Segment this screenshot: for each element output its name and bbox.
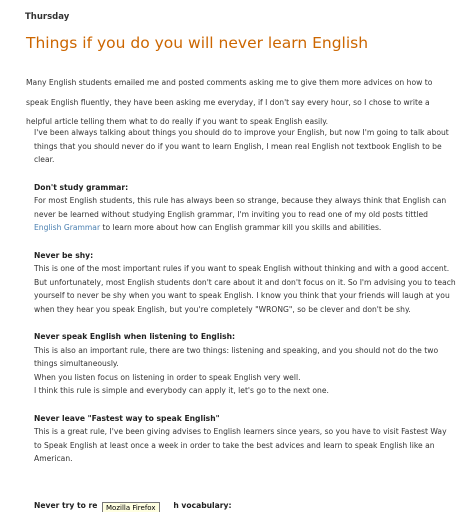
section-text: This is one of the most important rules if you want to speak English without thinking and with a good accent. But unfortunately, most English students don't care about it and don't focus on it. So I'm advising you to teach yourself to never be shy when you want to speak English. I know you think that your friends will laugh at you when they hear you speak English, but you're completely "WRONG", so be clever and don't be shy.: [34, 264, 456, 314]
section-heading: Never be shy:: [34, 250, 94, 260]
post-body: [34, 126, 456, 466]
section-text: [34, 194, 456, 235]
english-grammar-link[interactable]: English Grammar: [34, 223, 101, 232]
lead-paragraph: I've been always talking about things you should do to improve your English, but now I'm going to talk about things that you should never do if you want to learn English, I mean real English not textbook English to be clear.: [34, 128, 449, 164]
section-never-be-shy: [34, 249, 456, 317]
section-never-leave-fastest-way: [34, 412, 456, 466]
section-text-start: For most English students, this rule has always been so strange, because they always think that English can never be learned without studying English grammar, I'm inviting you to read one of my old posts tittled: [34, 196, 447, 219]
post-intro: Many English students emailed me and posted comments asking me to give them more advices on how to speak English fluently, they have been asking me everyday, if I don't say every hour, so I chose to write a helpful article telling them what to do really if you want to speak English easily.: [26, 78, 433, 126]
section-line: When you listen focus on listening in order to speak English very well.: [34, 372, 301, 382]
section-line: I think this rule is simple and everybody can apply it, let's go to the next one.: [34, 386, 329, 395]
section-dont-study-grammar: [34, 181, 456, 235]
heading-start: Never try to re: [34, 501, 98, 510]
section-never-speak-when-listening: [34, 330, 456, 398]
section-text: This is a great rule, I've been giving advises to English learners since years, so you have to visit Fastest Way to Speak English at least once a week in order to take the best advices and learn to speak English like an American.: [34, 427, 447, 463]
section-heading: Never leave "Fastest way to speak English": [34, 413, 220, 423]
date-header: Thursday: [25, 12, 70, 22]
section-line: This is also an important rule, there are two things: listening and speaking, and you should not do the two things simultaneously.: [34, 345, 439, 368]
section-heading: Don't study grammar:: [34, 182, 129, 192]
heading-end: h vocabulary:: [173, 501, 232, 510]
section-text-end: to learn more about how can English grammar kill you skills and abilities.: [100, 223, 382, 232]
browser-tooltip: Mozilla Firefox: [102, 502, 160, 512]
post-title[interactable]: Things if you do you will never learn English: [26, 34, 369, 52]
section-heading: Never speak English when listening to English:: [34, 332, 236, 341]
